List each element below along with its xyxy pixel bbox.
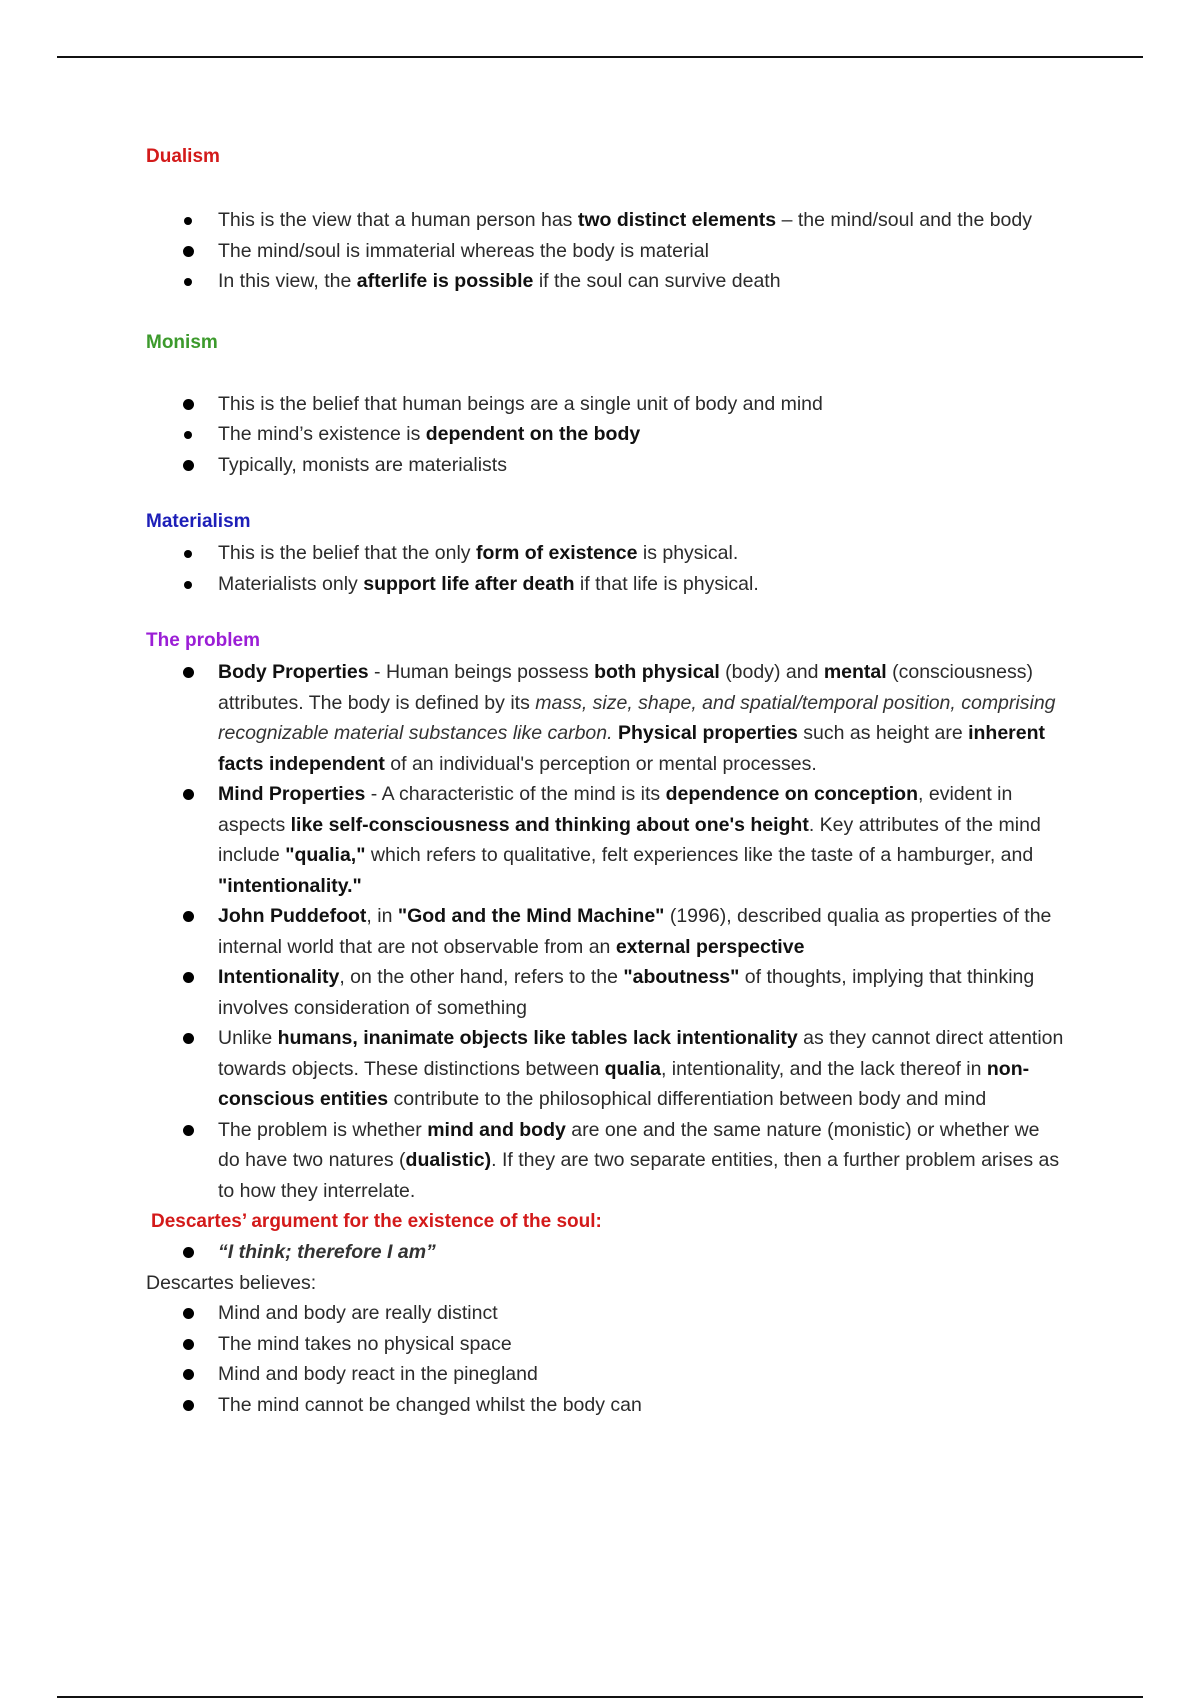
- list-item: In this view, the afterlife is possible if the soul can survive death: [218, 266, 1066, 297]
- list-item: Typically, monists are materialists: [218, 450, 1066, 481]
- list-item: The mind/soul is immaterial whereas the body is material: [218, 236, 1066, 267]
- list-item: John Puddefoot, in "God and the Mind Machine" (1996), described qualia as properties of the internal world that are not observable from an external perspective: [218, 901, 1066, 962]
- list-item: The mind’s existence is dependent on the body: [218, 419, 1066, 450]
- list-item: Mind and body react in the pinegland: [218, 1359, 1066, 1390]
- list-item: Mind and body are really distinct: [218, 1298, 1066, 1329]
- top-rule: [57, 56, 1143, 58]
- list-item: This is the belief that the only form of existence is physical.: [218, 538, 1066, 569]
- dualism-list: [146, 205, 1066, 297]
- heading-the-problem: The problem: [146, 630, 261, 651]
- descartes-believes-label: Descartes believes:: [146, 1271, 317, 1294]
- list-item: [218, 1237, 1066, 1268]
- list-item: The problem is whether mind and body are one and the same nature (monistic) or whether we do have two natures (dualistic). If they are two separate entities, then a further problem arises as to how they interrelate.: [218, 1115, 1066, 1207]
- heading-descartes: Descartes’ argument for the existence of the soul:: [151, 1211, 602, 1232]
- list-item: Intentionality, on the other hand, refers to the "aboutness" of thoughts, implying that thinking involves consideration of something: [218, 962, 1066, 1023]
- list-item: Mind Properties - A characteristic of the mind is its dependence on conception, evident in aspects like self-consciousness and thinking about one's height. Key attributes of the mind include "qualia," which refers to qualitative, felt experiences like the taste of a hamburger, and "intentionality.": [218, 779, 1066, 901]
- descartes-beliefs-list: [146, 1298, 1066, 1420]
- list-item: The mind cannot be changed whilst the body can: [218, 1390, 1066, 1421]
- list-item: Materialists only support life after death if that life is physical.: [218, 569, 1066, 600]
- list-item: This is the view that a human person has two distinct elements – the mind/soul and the body: [218, 205, 1066, 236]
- list-item: Unlike humans, inanimate objects like tables lack intentionality as they cannot direct attention towards objects. These distinctions between qualia, intentionality, and the lack thereof in non-conscious entities contribute to the philosophical differentiation between body and mind: [218, 1023, 1066, 1115]
- problem-list: [146, 657, 1066, 1206]
- list-item: The mind takes no physical space: [218, 1329, 1066, 1360]
- bottom-rule: [57, 1696, 1143, 1698]
- monism-list: [146, 389, 1066, 481]
- list-item: Body Properties - Human beings possess both physical (body) and mental (consciousness) attributes. The body is defined by its mass, size, shape, and spatial/temporal position, comprising recognizable material substances like carbon. Physical properties such as height are inherent facts independent of an individual's perception or mental processes.: [218, 657, 1066, 779]
- descartes-quote-list: [146, 1237, 1066, 1268]
- list-item: This is the belief that human beings are a single unit of body and mind: [218, 389, 1066, 420]
- materialism-list: [146, 538, 1066, 599]
- document-page: [146, 145, 1066, 1420]
- heading-monism: Monism: [146, 331, 218, 353]
- descartes-quote: “I think; therefore I am”: [218, 1241, 436, 1263]
- heading-materialism: Materialism: [146, 511, 251, 532]
- heading-dualism: Dualism: [146, 146, 220, 167]
